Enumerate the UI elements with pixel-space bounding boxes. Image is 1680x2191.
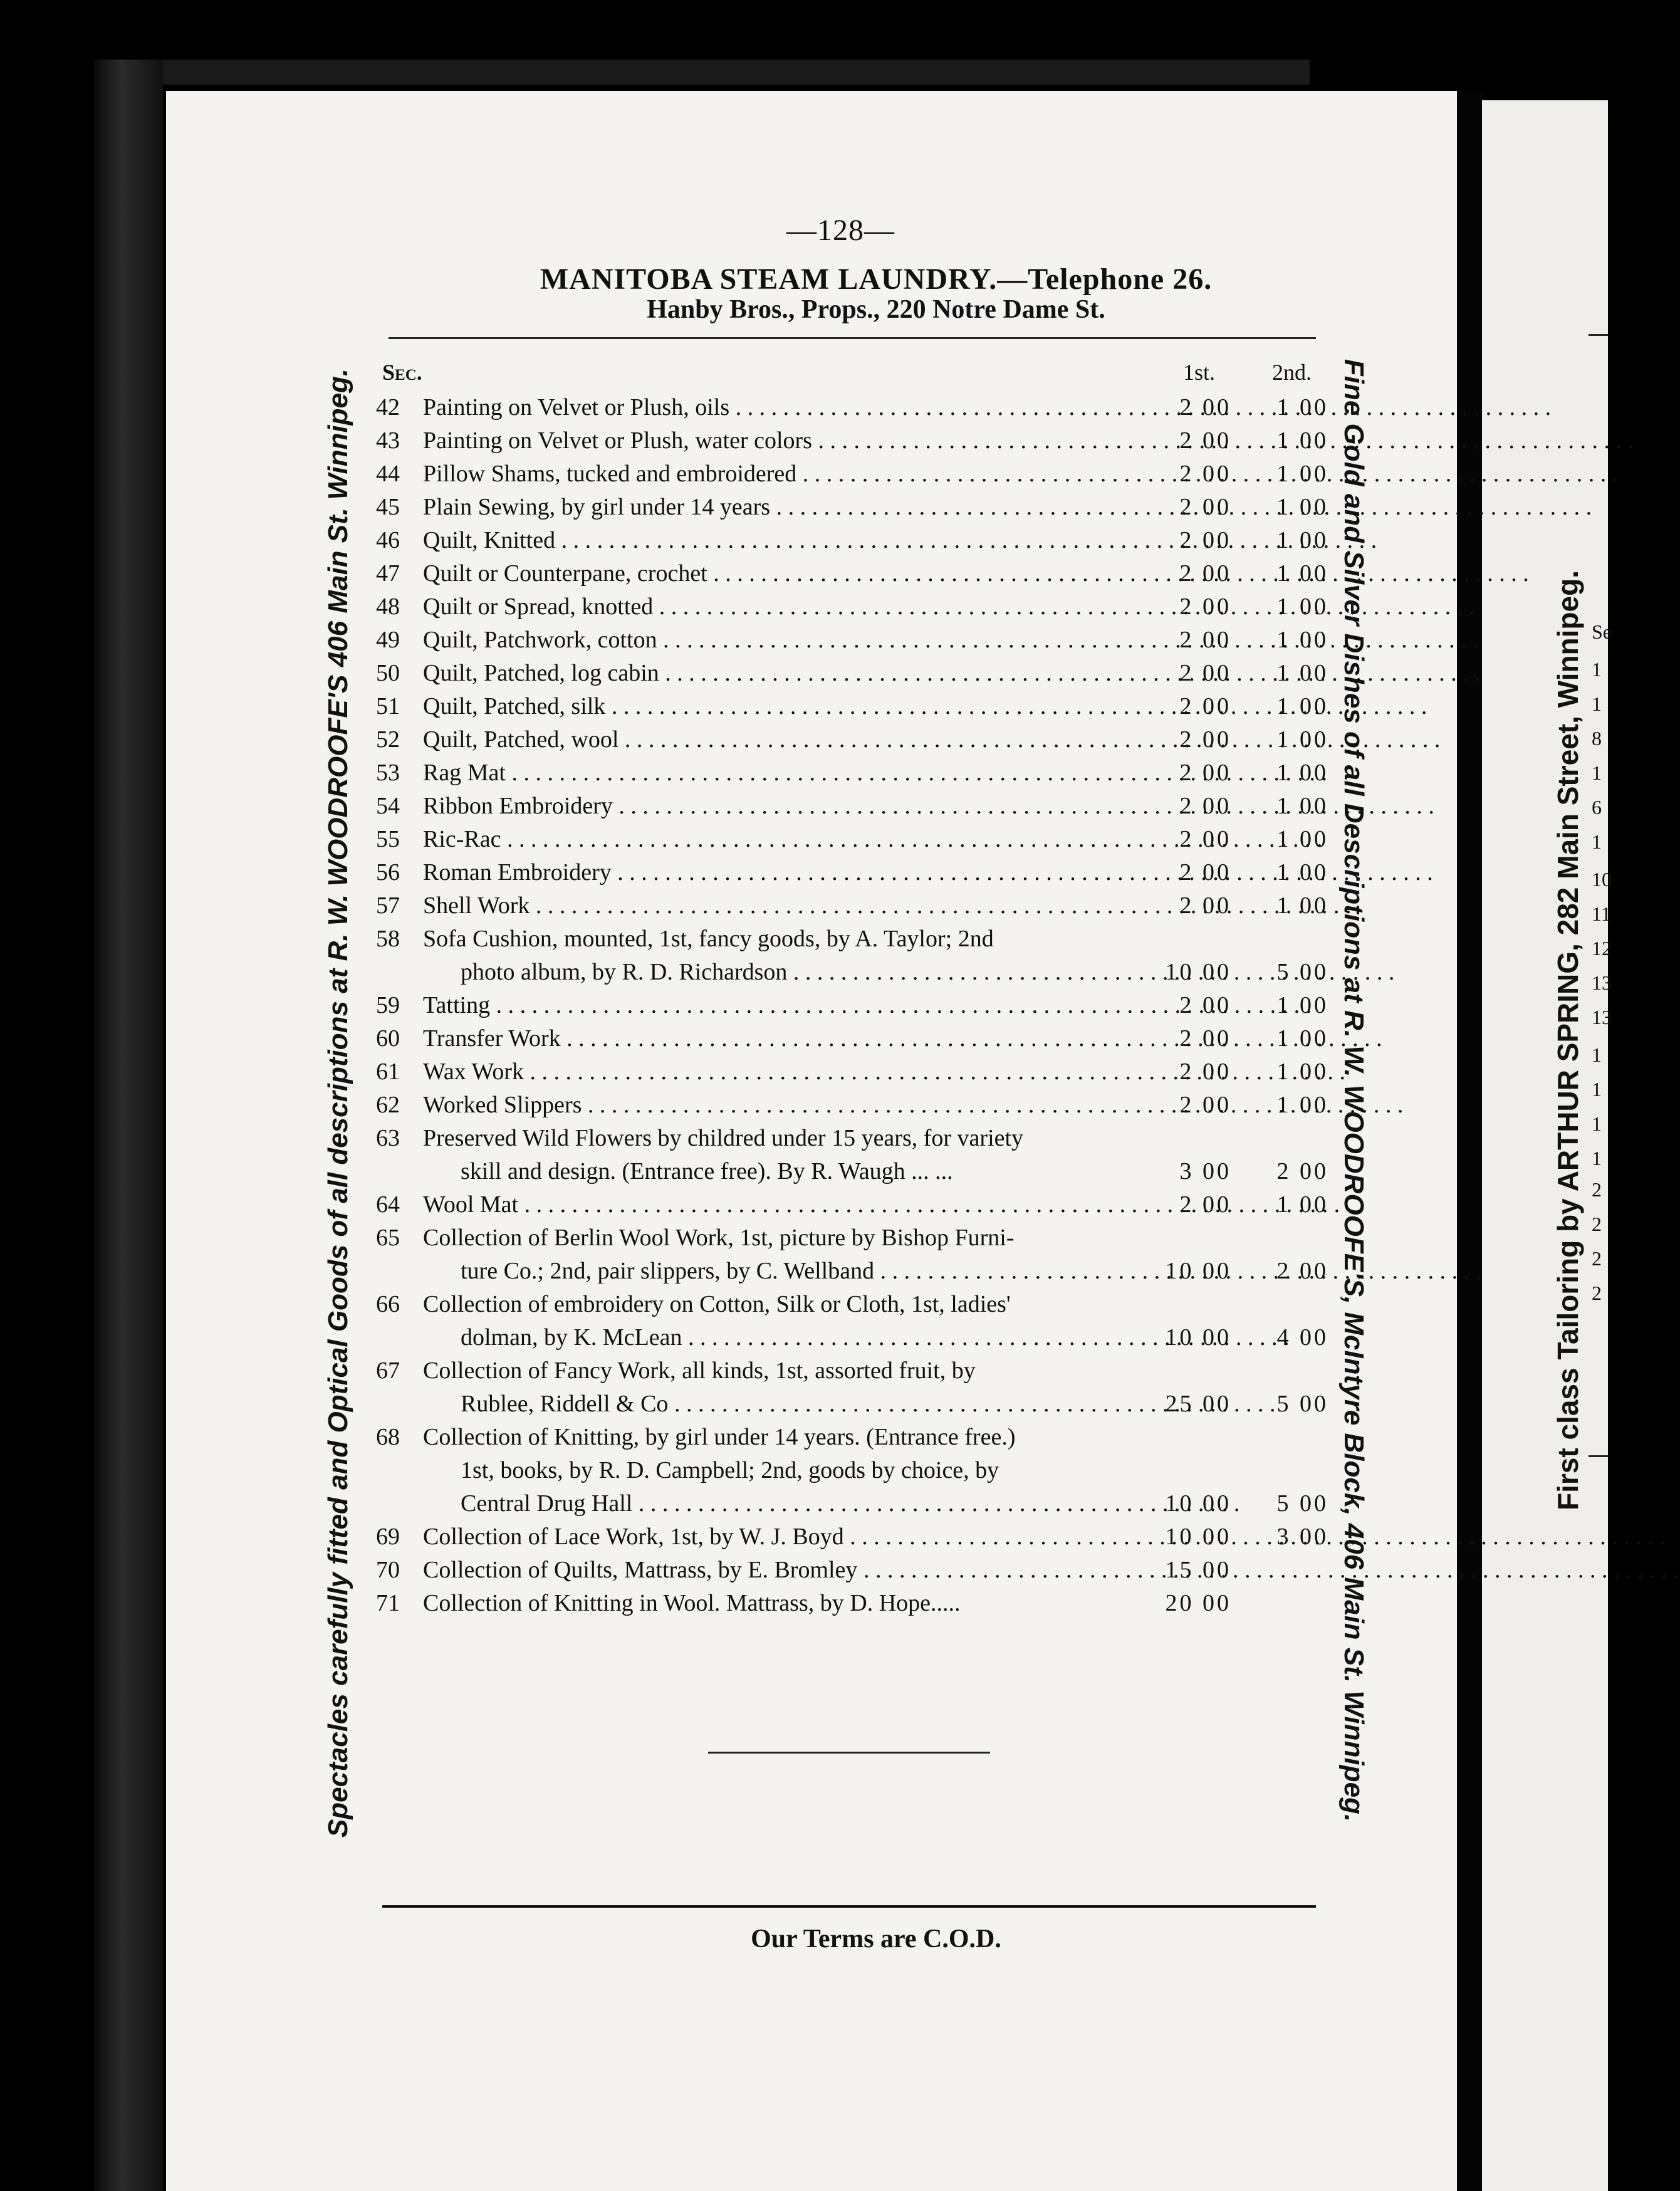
section-number: 67	[376, 1357, 400, 1384]
list-item	[376, 1288, 1328, 1354]
adjacent-page-rule	[1589, 1455, 1608, 1457]
item-text-continued: Rublee, Riddell & Co . . .	[461, 1388, 1137, 1421]
first-prize: 2 00	[1179, 627, 1231, 653]
second-prize: 1 00	[1276, 892, 1328, 919]
item-text-continued: photo album, by R. D. Richardson . . .	[461, 956, 1137, 989]
section-number: 64	[376, 1191, 400, 1218]
page-number: —128—	[786, 214, 895, 247]
adjacent-page-fragment: 8	[1592, 727, 1602, 750]
list-item	[376, 723, 1328, 756]
list-item	[376, 458, 1328, 491]
section-number: 68	[376, 1424, 400, 1450]
first-prize: 2 00	[1179, 1092, 1231, 1118]
adjacent-page-fragment: 2	[1592, 1213, 1602, 1235]
adjacent-page-fragment: 1	[1592, 1147, 1602, 1169]
first-prize: 2 00	[1179, 992, 1231, 1018]
first-prize: 2 00	[1179, 1191, 1231, 1218]
item-text: Quilt, Patchwork, cotton . . .	[423, 624, 1131, 657]
item-text: Painting on Velvet or Plush, oils . . .	[423, 391, 1131, 424]
list-item	[376, 524, 1328, 557]
list-item	[376, 624, 1328, 657]
section-divider	[708, 1752, 990, 1754]
second-prize: 1 00	[1276, 1025, 1328, 1052]
list-item	[376, 1421, 1328, 1520]
list-item	[376, 1188, 1328, 1221]
section-number: 53	[376, 760, 400, 786]
item-text: Pillow Shams, tucked and embroidered . . .	[423, 458, 1131, 491]
first-prize: 2 00	[1179, 726, 1231, 753]
item-text: Worked Slippers . . .	[423, 1089, 1131, 1122]
second-prize: 1 00	[1276, 1191, 1328, 1218]
item-text: Quilt, Patched, wool . . .	[423, 723, 1131, 756]
list-item	[376, 424, 1328, 458]
item-text: Ribbon Embroidery . . .	[423, 790, 1131, 823]
item-text: Collection of embroidery on Cotton, Silk or Cloth, 1st, ladies'	[423, 1291, 1011, 1317]
second-prize: 1 00	[1276, 527, 1328, 553]
column-header-first: 1st.	[1183, 360, 1216, 385]
item-text: Collection of Quilts, Mattrass, by E. Bromley . . .	[423, 1554, 1131, 1587]
section-number: 47	[376, 560, 400, 587]
item-text: Preserved Wild Flowers by childred under 15 years, for variety	[423, 1125, 1024, 1151]
adjacent-page-fragment: 1	[1592, 693, 1602, 715]
second-prize: 1 00	[1276, 660, 1328, 686]
item-text-continued: 1st, books, by R. D. Campbell; 2nd, goods by choice, by	[461, 1457, 999, 1483]
adjacent-page-fragment: 2	[1592, 1178, 1602, 1201]
section-number: 55	[376, 826, 400, 852]
section-number: 52	[376, 726, 400, 753]
section-number: 45	[376, 494, 400, 520]
adjacent-page-fragment: 11	[1592, 902, 1611, 925]
adjacent-page-rule	[1589, 334, 1608, 336]
first-prize: 10 00	[1165, 1490, 1231, 1517]
item-text: Collection of Knitting, by girl under 14 years. (Entrance free.)	[423, 1424, 1016, 1450]
list-item	[376, 923, 1328, 989]
first-prize: 20 00	[1165, 1590, 1231, 1616]
second-prize: 1 00	[1276, 627, 1328, 653]
footer-rule	[382, 1905, 1316, 1908]
footer-terms: Our Terms are C.O.D.	[751, 1925, 1001, 1953]
section-number: 57	[376, 892, 400, 919]
list-item	[376, 989, 1328, 1022]
section-number: 49	[376, 627, 400, 653]
adjacent-page-fragment: 1	[1592, 1078, 1602, 1101]
first-prize: 2 00	[1179, 527, 1231, 553]
first-prize: 2 00	[1179, 394, 1231, 421]
first-prize: 2 00	[1179, 494, 1231, 520]
header-rule	[389, 337, 1316, 339]
second-prize: 2 00	[1276, 1158, 1328, 1184]
column-header-sec: Sec.	[382, 360, 422, 385]
second-prize: 1 00	[1276, 427, 1328, 454]
item-text: Quilt or Counterpane, crochet . . .	[423, 557, 1131, 590]
section-number: 61	[376, 1059, 400, 1085]
section-number: 46	[376, 527, 400, 553]
second-prize: 1 00	[1276, 992, 1328, 1018]
first-prize: 10 00	[1165, 1324, 1231, 1351]
list-item	[376, 1089, 1328, 1122]
first-prize: 10 00	[1165, 959, 1231, 985]
item-text-continued: skill and design. (Entrance free). By R. Waugh ... ...	[461, 1158, 953, 1184]
item-text: Rag Mat . . .	[423, 756, 1131, 790]
first-prize: 2 00	[1179, 859, 1231, 886]
first-prize: 25 00	[1165, 1391, 1231, 1417]
first-prize: 2 00	[1179, 594, 1231, 620]
second-prize: 1 00	[1276, 859, 1328, 886]
section-number: 59	[376, 992, 400, 1018]
adjacent-page-fragment: 1	[1592, 1112, 1602, 1135]
first-prize: 2 00	[1179, 427, 1231, 454]
section-number: 44	[376, 461, 400, 487]
item-text: Plain Sewing, by girl under 14 years . . .	[423, 491, 1131, 524]
section-number: 42	[376, 394, 400, 421]
item-text: Quilt, Patched, silk . . .	[423, 690, 1131, 723]
section-number: 60	[376, 1025, 400, 1052]
list-item	[376, 1055, 1328, 1089]
list-item	[376, 790, 1328, 823]
item-text: Sofa Cushion, mounted, 1st, fancy goods, by A. Taylor; 2nd	[423, 926, 994, 952]
list-item	[376, 756, 1328, 790]
second-prize: 1 00	[1276, 760, 1328, 786]
list-item	[376, 657, 1328, 690]
item-text-continued: dolman, by K. McLean . . .	[461, 1321, 1137, 1354]
second-prize: 4 00	[1276, 1324, 1328, 1351]
adjacent-page-fragment: 1	[1592, 658, 1602, 681]
first-prize: 2 00	[1179, 693, 1231, 719]
second-prize: 2 00	[1276, 1258, 1328, 1284]
adjacent-page-fragment: 6	[1592, 796, 1602, 818]
list-item	[376, 1587, 1328, 1620]
section-number: 70	[376, 1557, 400, 1583]
second-prize: 1 00	[1276, 494, 1328, 520]
first-prize: 10 00	[1165, 1524, 1231, 1550]
list-item	[376, 491, 1328, 524]
adjacent-page-fragment: 1	[1592, 1043, 1602, 1066]
second-prize: 1 00	[1276, 560, 1328, 587]
item-text: Roman Embroidery . . .	[423, 856, 1131, 889]
list-item	[376, 557, 1328, 590]
column-header-second: 2nd.	[1272, 360, 1312, 385]
section-number: 65	[376, 1225, 400, 1251]
list-item	[376, 1221, 1328, 1288]
item-text: Collection of Lace Work, 1st, by W. J. Boyd . . .	[423, 1520, 1131, 1554]
first-prize: 10 00	[1165, 1258, 1231, 1284]
item-text: Quilt or Spread, knotted . . .	[423, 590, 1131, 624]
first-prize: 2 00	[1179, 1059, 1231, 1085]
item-text: Quilt, Knitted . . .	[423, 524, 1131, 557]
adjacent-page-advertisement: First class Tailoring by ARTHUR SPRING, 282 Main Street, Winnipeg.	[1552, 570, 1584, 1510]
item-text-continued: ture Co.; 2nd, pair slippers, by C. Wellband . . .	[461, 1255, 1137, 1288]
scan-binding-shadow	[94, 60, 163, 2191]
item-text: Tatting . . .	[423, 989, 1131, 1022]
adjacent-page-fragment: 2	[1592, 1282, 1602, 1304]
first-prize: 2 00	[1179, 1025, 1231, 1052]
list-item	[376, 1520, 1328, 1554]
first-prize: 2 00	[1179, 560, 1231, 587]
section-number: 62	[376, 1092, 400, 1118]
item-text: Collection of Fancy Work, all kinds, 1st, assorted fruit, by	[423, 1357, 976, 1384]
side-advertisement-left: Spectacles carefully fitted and Optical Goods of all descriptions at R. W. WOODROOFE'S 406 Main St. Winnipeg.	[323, 368, 353, 1838]
item-text: Shell Work . . .	[423, 889, 1131, 923]
list-item	[376, 1354, 1328, 1421]
adjacent-page-fragment: 1	[1592, 761, 1602, 784]
adjacent-page-fragment: 10	[1592, 868, 1612, 891]
item-text: Quilt, Patched, log cabin . . .	[423, 657, 1131, 690]
section-number: 43	[376, 427, 400, 454]
second-prize: 1 00	[1276, 726, 1328, 753]
list-item	[376, 823, 1328, 856]
second-prize: 5 00	[1276, 959, 1328, 985]
section-number: 63	[376, 1125, 400, 1151]
second-prize: 1 00	[1276, 826, 1328, 852]
item-text: Wool Mat . . .	[423, 1188, 1131, 1221]
section-number: 58	[376, 926, 400, 952]
list-item	[376, 590, 1328, 624]
first-prize: 2 00	[1179, 793, 1231, 819]
header-subtitle: Hanby Bros., Props., 220 Notre Dame St.	[647, 295, 1105, 324]
item-text: Transfer Work . . .	[423, 1022, 1131, 1055]
prize-list	[376, 391, 1328, 1620]
header-title: MANITOBA STEAM LAUNDRY.—Telephone 26.	[540, 263, 1213, 296]
second-prize: 1 00	[1276, 1059, 1328, 1085]
first-prize: 2 00	[1179, 660, 1231, 686]
adjacent-page-fragment: 1	[1592, 830, 1602, 853]
second-prize: 1 00	[1276, 394, 1328, 421]
item-text: Painting on Velvet or Plush, water colors . . .	[423, 424, 1131, 458]
section-number: 71	[376, 1590, 400, 1616]
second-prize: 3 00	[1276, 1524, 1328, 1550]
second-prize: 5 00	[1276, 1391, 1328, 1417]
adjacent-page-fragment: 13	[1592, 1006, 1612, 1028]
item-text: Collection of Knitting in Wool. Mattrass, by D. Hope.....	[423, 1590, 961, 1616]
list-item	[376, 391, 1328, 424]
list-item	[376, 1122, 1328, 1188]
second-prize: 1 00	[1276, 1092, 1328, 1118]
section-number: 48	[376, 594, 400, 620]
section-number: 66	[376, 1291, 400, 1317]
list-item	[376, 856, 1328, 889]
second-prize: 1 00	[1276, 793, 1328, 819]
adjacent-page-fragment: 2	[1592, 1247, 1602, 1270]
second-prize: 5 00	[1276, 1490, 1328, 1517]
item-text: Ric-Rac . . .	[423, 823, 1131, 856]
section-number: 50	[376, 660, 400, 686]
adjacent-page-fragment: 12	[1592, 937, 1612, 960]
section-number: 54	[376, 793, 400, 819]
first-prize: 2 00	[1179, 892, 1231, 919]
section-number: 56	[376, 859, 400, 886]
adjacent-page-fragment: Se	[1592, 620, 1612, 643]
item-text-continued: Central Drug Hall . . .	[461, 1487, 1137, 1520]
item-text: Wax Work . . .	[423, 1055, 1131, 1089]
item-text: Collection of Berlin Wool Work, 1st, picture by Bishop Furni-	[423, 1225, 1015, 1251]
scan-border-top	[94, 60, 1310, 85]
first-prize: 2 00	[1179, 760, 1231, 786]
first-prize: 3 00	[1179, 1158, 1231, 1184]
adjacent-page-fragment: 13	[1592, 971, 1612, 994]
first-prize: 2 00	[1179, 826, 1231, 852]
section-number: 51	[376, 693, 400, 719]
list-item	[376, 889, 1328, 923]
second-prize: 1 00	[1276, 594, 1328, 620]
second-prize: 1 00	[1276, 461, 1328, 487]
list-item	[376, 1554, 1328, 1587]
side-advertisement-right: Fine Gold and Silver Dishes of all Descriptions at R. W. WOODROOFE'S, McIntyre Block, 406 Main St. Winnipeg.	[1338, 358, 1369, 1822]
first-prize: 15 00	[1165, 1557, 1231, 1583]
section-number: 69	[376, 1524, 400, 1550]
list-item	[376, 690, 1328, 723]
list-item	[376, 1022, 1328, 1055]
second-prize: 1 00	[1276, 693, 1328, 719]
first-prize: 2 00	[1179, 461, 1231, 487]
